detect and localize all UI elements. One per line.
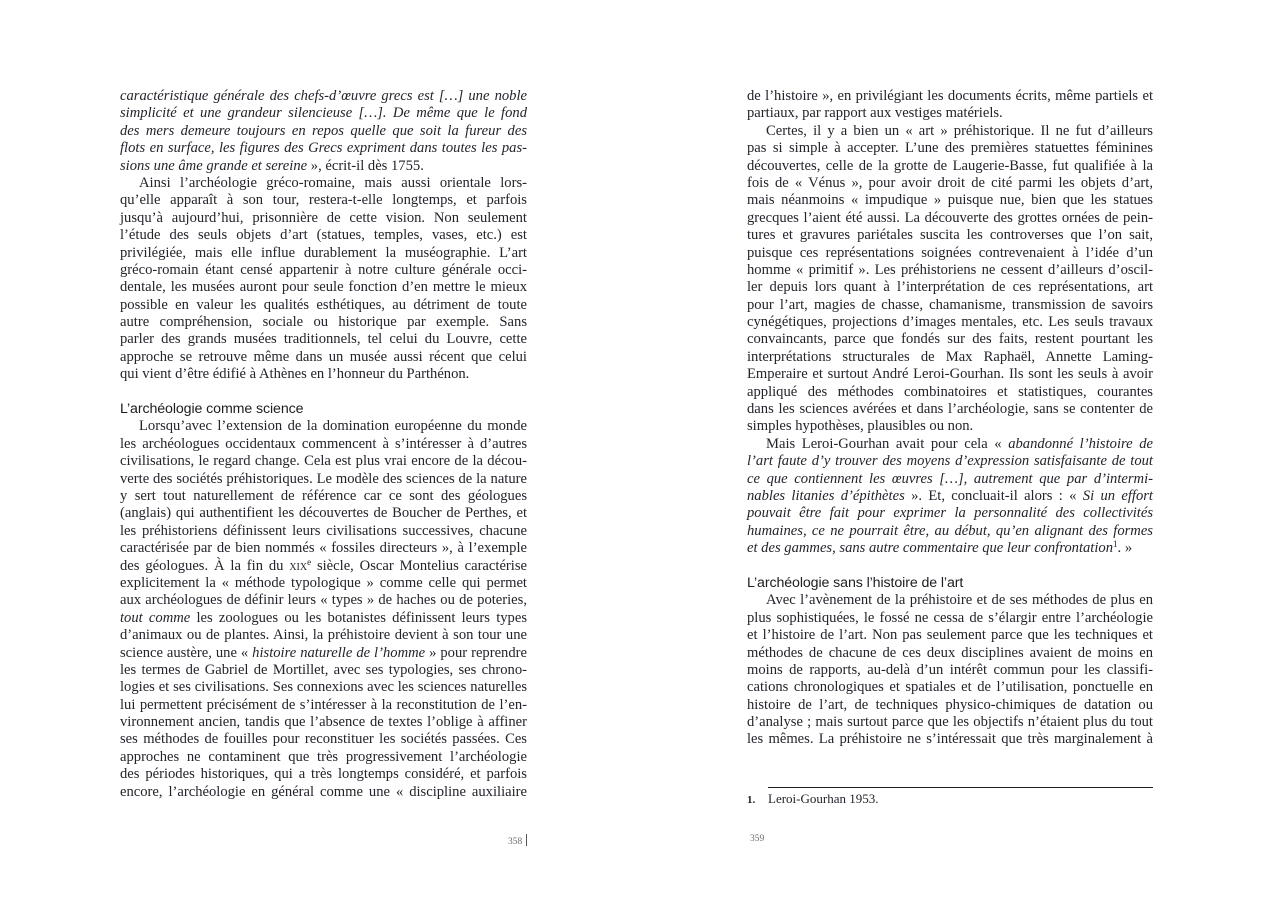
text-run: logies et ses civilisations. Ses connexions avec les sciences naturelles [120,679,527,696]
text-run: dans les sciences avérées et dans l’archéologie, sans se contenter de [747,401,1153,418]
text-line [120,105,527,122]
text-line [747,88,1153,105]
text-run: pas si simple à accepter. L’une des premières statuettes féminines [747,140,1153,157]
page-number-left [508,834,527,847]
text-line [747,540,1153,557]
text-run: explicitement la « méthode typologique » comme celle qui permet [120,574,527,591]
text-line [747,140,1153,157]
text-run: qu’elle apparaît à son tour, restera-t-elle longtemps, et parfois [120,192,527,209]
text-line [120,731,527,748]
text-line [120,697,527,714]
text-run: grecques l’aient été aussi. La découverte des grottes ornées de pein- [747,209,1153,226]
text-line [747,123,1153,140]
text-line [120,140,527,157]
text-run: méthodes de chacune de ces deux disciplines avaient de moins en [747,644,1153,661]
superscript: e [307,556,312,567]
text-run: les préhistoriens définissent leurs civilisations successives, chacune [120,522,527,539]
text-line [747,488,1153,505]
italic-run: histoire naturelle de l’homme [252,644,426,661]
text-line [747,401,1153,418]
text-line [747,192,1153,209]
text-run: des géologues. À la fin du [120,557,290,574]
text-line [747,227,1153,244]
text-line [120,453,527,470]
text-run: les mêmes. La préhistoire ne s’intéressait que très marginalement à [747,731,1153,748]
italic-run: des mers demeure toujours en repos quelle que soit la fureur des [120,122,527,139]
left-page-text [120,88,527,801]
text-run: d’analyse ; mais surtout parce que les objectifs n’étaient plus du tout [747,714,1153,731]
italic-run: flots en surface, les figures des Grecs expriment dans toutes les pas- [120,140,527,157]
text-run: Ainsi l’archéologie gréco-romaine, mais aussi orientale lors- [139,174,527,191]
text-run: parler des grands musées traditionnels, tel celui du Louvre, cette [120,331,527,348]
text-line [747,436,1153,453]
text-run: Mais Leroi-Gourhan avait pour cela « [766,435,1009,452]
text-line [120,488,527,505]
text-run: aux archéologues de définir leurs « types » de haches ou de poteries, [120,592,527,609]
text-line [120,714,527,731]
text-line [120,331,527,348]
text-run: encore, l’archéologie en général comme une « discipline auxiliaire [120,783,527,800]
small-caps-run: xix [289,557,308,574]
page-number-text: 358 [508,837,523,847]
text-line [747,349,1153,366]
text-line [120,436,527,453]
text-line [747,331,1153,348]
text-run: gréco-romain étant censé appartenir à notre culture générale occi- [120,261,527,278]
text-line [747,453,1153,470]
text-line [120,784,527,801]
text-run: homme « primitif ». Les préhistoriens ne cessent d’ailleurs d’oscil- [747,261,1153,278]
text-line [747,366,1153,383]
text-run: science austère, une « [120,644,253,661]
italic-run: nables litanies d’épithètes [747,487,905,504]
text-run: plus sophistiquées, le fossé ne cessa de s’élargir entre l’archéologie [747,609,1153,626]
paragraph [120,418,527,801]
italic-run: ce que contiennent les œuvres […], autrement que par d’intermi- [747,470,1153,487]
text-run: tures et gravures pariétales suscita les controverses que l’on sait, [747,227,1153,244]
text-line [747,645,1153,662]
text-run: jusqu’à aujourd’hui, prisonnière de cette vision. Non seulement [120,209,527,226]
text-line [120,523,527,540]
text-line [120,558,527,575]
text-run: les archéologues occidentaux commencent à s’intéresser à d’autres [120,435,527,452]
footnote-text: Leroi-Gourhan 1953. [768,791,879,806]
text-run: mais néanmoins « impudique » puisque nue, bien que les statues [747,192,1153,209]
text-run: fois de « Vénus », pour avoir droit de cité parmi les objets d’art, [747,174,1153,191]
text-run: dentale, les musées auront pour seule fonction d’en mettre le mieux [120,279,527,296]
text-run: découvertes, celle de la grotte de Laugerie-Basse, fut qualifiée à la [747,157,1153,174]
text-line [120,245,527,262]
text-run: vironnement ancien, tandis que l’absence de textes l’oblige à affiner [120,714,527,731]
page-number-text: 359 [750,834,765,844]
text-line [747,471,1153,488]
text-run: Lorsqu’avec l’extension de la domination européenne du monde [139,418,527,435]
text-run: caractérisée par de bien nommés « fossiles directeurs », à l’exemple [120,540,527,557]
text-line [120,627,527,644]
text-run: appliqué des méthodes combinatoires et statistiques, courantes [747,383,1153,400]
text-line [120,262,527,279]
text-run: partiaux, par rapport aux vestiges matériels. [747,105,1003,122]
right-page-text [747,88,1153,749]
page-number-rule [526,834,527,846]
text-line [747,262,1153,279]
text-run: simples hypothèses, plausibles ou non. [747,418,974,435]
paragraph [747,123,1153,436]
paragraph [120,175,527,384]
paragraph [747,592,1153,749]
italic-run: tout comme [120,609,191,626]
text-line [120,123,527,140]
text-run: ses méthodes de fouilles pour reconstituer les sociétés passées. Ces [120,731,527,748]
text-line [120,279,527,296]
text-run: les zoologues ou les botanistes définissent leurs types [190,609,527,626]
italic-run: caractéristique générale des chefs-d’œuvre grecs est […] une noble [120,88,527,104]
text-run: interprétations structurales de Max Raphaël, Annette Laming- [747,348,1153,365]
footnote-number: 1. [747,794,756,806]
text-run: approches ne contaminent que très progressivement l’archéologie [120,748,527,765]
paragraph [747,88,1153,123]
page-number-right [750,834,764,844]
footnote [747,790,878,809]
text-run: . » [1117,540,1133,557]
text-line [120,297,527,314]
text-line [120,471,527,488]
text-line [747,245,1153,262]
paragraph [747,436,1153,558]
italic-run: pouvait être fait pour exprimer la personnalité des collectivités [747,505,1153,522]
text-line [747,210,1153,227]
text-run: approche se retrouve même dans un musée aussi récent que celui [120,348,527,365]
italic-run: Si un effort [1082,487,1153,504]
text-line [120,418,527,435]
text-line [747,610,1153,627]
superscript: 1 [1113,539,1118,550]
text-run: cynégétiques, projections d’images mentales, etc. Les seuls travaux [747,314,1153,331]
text-line [120,88,527,105]
text-run: lui permettent précisément de s’intéresser à la reconstitution de l’en- [120,696,527,713]
text-line [747,175,1153,192]
text-line [747,592,1153,609]
section-heading: L’archéologie sans l’histoire de l’art [747,574,964,591]
text-line [747,418,1153,435]
text-run: », écrit-il dès 1755. [307,157,424,174]
text-run: ». Et, concluait-il alors : « [904,487,1083,504]
italic-run: humaines, ce ne pourrait être, au début, qu’en alignant des formes [747,522,1153,539]
text-line [120,175,527,192]
text-run: histoire de l’art, de techniques physico-chimiques de datation ou [747,696,1153,713]
text-run: ler depuis lors quant à l’interprétation de ces représentations, art [747,279,1153,296]
text-line [747,697,1153,714]
text-run: Certes, il y a bien un « art » préhistorique. Il ne fut d’ailleurs [766,122,1153,139]
text-line [747,505,1153,522]
text-run: possible en valeur les qualités esthétiques, au détriment de toute [120,296,527,313]
text-line [747,297,1153,314]
text-run: puisque ces représentations soignées contrevenaient à l’idée d’un [747,244,1153,261]
text-run: privilégiée, mais elle influe durablement la muséographie. L’art [120,244,527,261]
text-run: les termes de Gabriel de Mortillet, avec ses typologies, ses chrono- [120,661,527,678]
text-run: l’étude des seuls objets d’art (statues, temples, vases, etc.) est [120,227,527,244]
text-run: verte des sociétés préhistoriques. Le modèle des sciences de la nature [120,470,527,487]
text-line [747,627,1153,644]
text-line [120,610,527,627]
text-run: y sert tout naturellement de référence car ce sont des géologues [120,487,527,504]
text-line [120,349,527,366]
paragraph [120,88,527,175]
text-line [120,749,527,766]
section-heading: L’archéologie comme science [120,401,304,418]
footnote-divider [768,787,1153,788]
text-line [120,314,527,331]
text-run: » pour reprendre [425,644,527,661]
text-line [747,731,1153,748]
text-run: (anglais) qui authentifient les découvertes de Boucher de Perthes, et [120,505,527,522]
text-line [120,645,527,662]
text-line [747,714,1153,731]
text-line [120,679,527,696]
text-line [747,662,1153,679]
text-line [120,366,527,383]
italic-run: abandonné l’histoire de [1008,435,1153,452]
text-run: siècle, Oscar Montelius caractérise [311,557,527,574]
text-run: d’animaux ou de plantes. Ainsi, la préhistoire devient à son tour une [120,627,527,644]
text-line [120,766,527,783]
text-line [120,192,527,209]
text-line [747,679,1153,696]
text-run: de l’histoire », en privilégiant les documents écrits, même partiels et [747,88,1153,104]
text-run: cations chronologiques et spatiales et de l’utilisation, ponctuelle en [747,679,1153,696]
italic-run: et des gammes, sans autre commentaire que leur confrontation [747,540,1114,557]
text-line [120,505,527,522]
text-run: qui vient d’être édifié à Athènes en l’honneur du Parthénon. [120,366,470,383]
text-line [747,384,1153,401]
text-run: moins de rapports, au-delà d’un intérêt commun pour les classifi- [747,661,1153,678]
text-run: des périodes historiques, qui a très longtemps considéré, et parfois [120,766,527,783]
text-line [747,523,1153,540]
text-run: pour l’art, magies de chasse, chamanisme, transmission de savoirs [747,296,1153,313]
text-run: et l’histoire de l’art. Non pas seulement parce que les techniques et [747,627,1153,644]
text-line [120,575,527,592]
text-run: autre compréhension, sociale ou historique par exemple. Sans [120,314,527,331]
text-run: Emperaire et surtout André Leroi-Gourhan. Ils sont les seuls à avoir [747,366,1153,383]
text-line [120,158,527,175]
text-line [747,158,1153,175]
text-line [120,662,527,679]
text-line [120,540,527,557]
text-line [747,105,1153,122]
italic-run: l’art faute d’y trouver des moyens d’expression satisfaisante de tout [747,453,1153,470]
text-line [120,210,527,227]
italic-run: simplicité et une grandeur silencieuse […]. De même que le fond [120,105,527,122]
italic-run: sions une âme grande et sereine [120,157,308,174]
text-line [120,227,527,244]
text-run: civilisations, le regard change. Cela est plus vrai encore de la décou- [120,453,527,470]
text-line [747,314,1153,331]
text-line [747,279,1153,296]
text-run: Avec l’avènement de la préhistoire et de ses méthodes de plus en [766,592,1153,609]
text-run: convaincants, parce que fondés sur des faits, restent pourtant les [747,331,1153,348]
text-line [120,592,527,609]
